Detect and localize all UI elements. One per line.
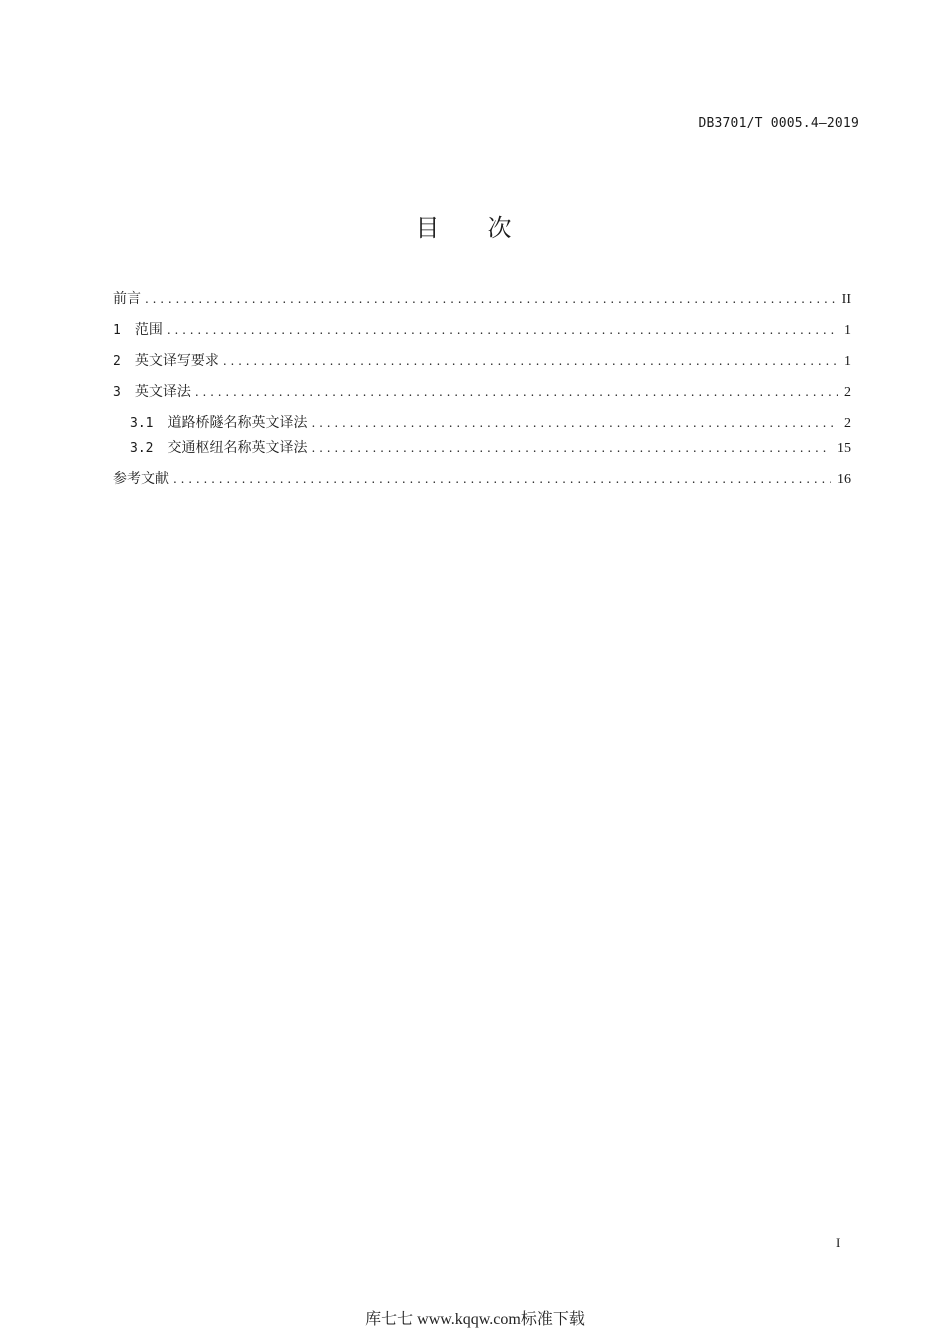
toc-entry-number: 1 xyxy=(113,323,121,338)
dot-leader xyxy=(311,438,831,458)
toc-entry-translation[interactable] xyxy=(113,382,851,402)
toc-entry-label: 参考文献 xyxy=(113,471,169,487)
toc-entry-foreword[interactable] xyxy=(113,289,851,309)
toc-entry-references[interactable] xyxy=(113,469,851,489)
toc-entry-scope[interactable] xyxy=(113,320,851,340)
toc-entry-requirements[interactable] xyxy=(113,351,851,371)
toc-entry-number: 2 xyxy=(113,354,121,369)
footer-watermark: 库七七 www.kqqw.com标准下载 xyxy=(365,1311,585,1328)
toc-entry-label: 交通枢纽名称英文译法 xyxy=(167,440,308,456)
toc-entry-transport-hubs[interactable] xyxy=(130,438,851,458)
toc-entry-page: 1 xyxy=(844,354,851,369)
toc-entry-label: 道路桥隧名称英文译法 xyxy=(167,415,308,431)
toc-entry-label: 前言 xyxy=(113,291,141,307)
toc-entry-page: 2 xyxy=(844,416,851,431)
toc-entry-page: II xyxy=(841,292,851,307)
toc-entry-label: 英文译写要求 xyxy=(134,353,219,369)
dot-leader xyxy=(173,469,831,489)
toc-entry-number: 3.1 xyxy=(130,416,154,431)
dot-leader xyxy=(311,413,838,433)
document-number: DB3701/T 0005.4—2019 xyxy=(698,116,859,131)
toc-entry-number: 3 xyxy=(113,385,121,400)
dot-leader xyxy=(195,382,838,402)
toc-entry-page: 2 xyxy=(844,385,851,400)
toc-entry-page: 15 xyxy=(837,441,851,456)
toc-entry-number: 3.2 xyxy=(130,441,154,456)
page-title: 目次 xyxy=(415,214,560,242)
toc-entry-page: 16 xyxy=(837,472,851,487)
page-number: I xyxy=(836,1235,841,1250)
toc-entry-label: 英文译法 xyxy=(134,384,191,400)
dot-leader xyxy=(167,320,838,340)
toc-entry-page: 1 xyxy=(844,323,851,338)
toc-entry-label: 范围 xyxy=(134,322,163,338)
dot-leader xyxy=(145,289,836,309)
dot-leader xyxy=(223,351,838,371)
toc-entry-roads-bridges[interactable] xyxy=(130,413,851,433)
